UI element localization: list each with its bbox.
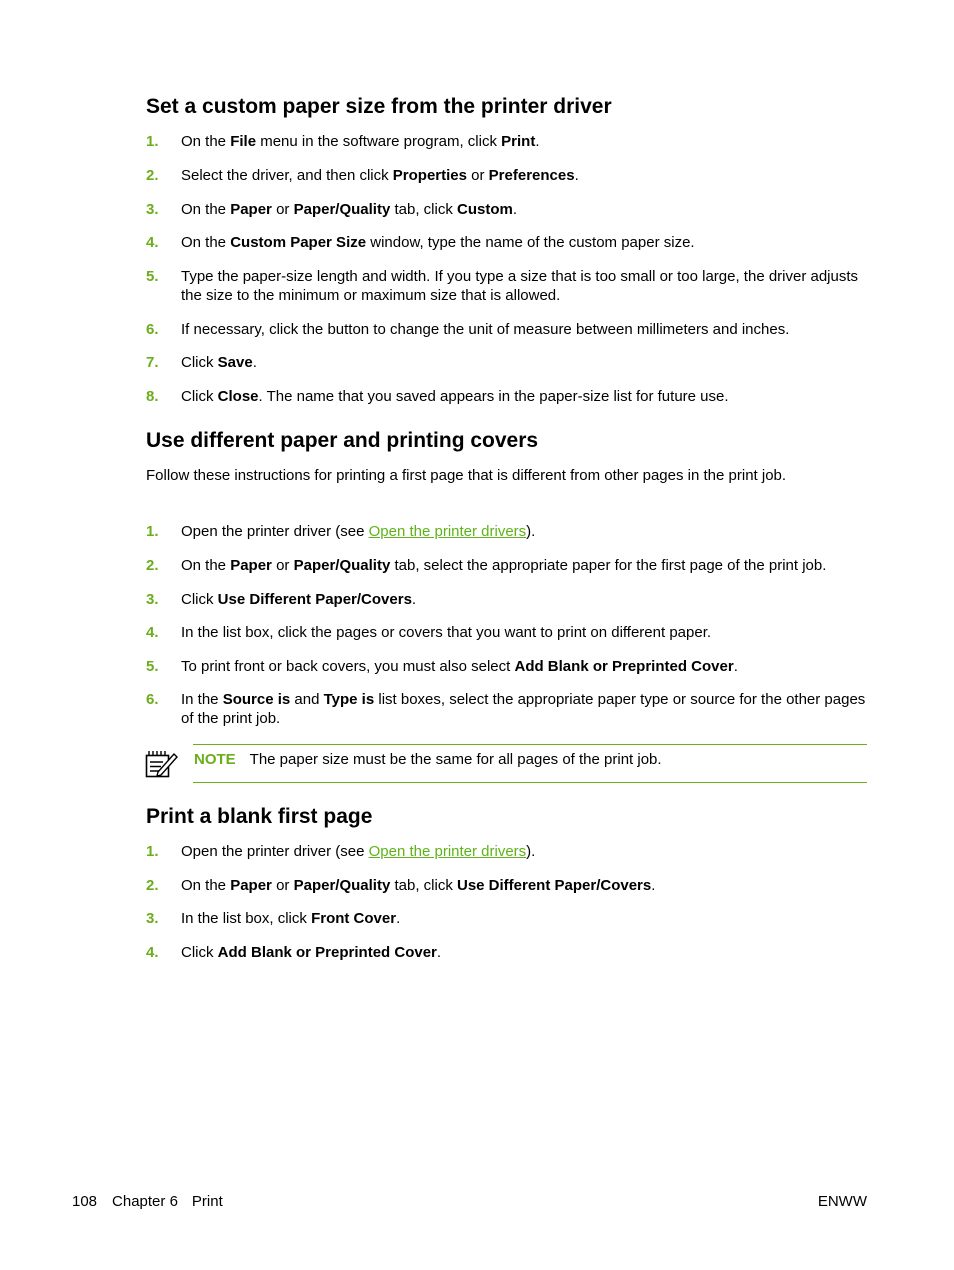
step-text [181,909,868,928]
list-item [146,166,868,185]
step-text-run: tab, click [390,201,457,218]
list-item [146,943,868,962]
step-text-run: ). [526,843,536,860]
step-text-run: . [512,201,517,218]
list-item [146,590,868,609]
step-text [181,943,868,962]
step-text-run: . [535,133,540,150]
step-text [181,876,868,895]
ui-term: Paper/Quality [293,557,391,574]
step-number: 3. [146,910,159,927]
ui-term: Add Blank or Preprinted Cover [217,944,437,961]
chapter-label: Chapter 6 [112,1193,178,1210]
step-text-run: . The name that you saved appears in the paper-size list for future use. [258,388,729,405]
step-text [181,353,868,372]
step-text-run: On the [181,557,231,574]
ui-term: Preferences [488,167,575,184]
step-text-run: Click [181,354,218,371]
step-text-run: Click [181,591,218,608]
step-text [181,657,868,676]
step-text-run: Click [181,388,218,405]
ui-term: Paper [230,557,272,574]
list-item [146,320,868,339]
list-item [146,909,868,928]
step-text [181,387,868,406]
step-text [181,132,868,151]
step-text-run: or [271,201,294,218]
section-title-blank-first-page: Print a blank first page [146,805,373,828]
step-text [181,200,868,219]
step-text-run: . [252,354,257,371]
step-number: 4. [146,624,159,641]
ui-term: Paper [230,877,272,894]
step-text-run: Open the printer driver (see [181,523,369,540]
step-text-run: menu in the software program, click [256,133,502,150]
page-number: 108 [72,1193,98,1210]
step-text-run: On the [181,234,231,251]
step-number: 5. [146,268,159,285]
step-text-run: Open the printer driver (see [181,843,369,860]
ui-term: Save [217,354,253,371]
ui-term: Properties [392,167,467,184]
list-item [146,132,868,151]
open-printer-drivers-link[interactable]: Open the printer drivers [368,843,527,860]
step-text-run: or [271,557,294,574]
ui-term: File [230,133,257,150]
ui-term: Close [217,388,259,405]
step-text-run: On the [181,201,231,218]
step-text-run: . [733,658,738,675]
list-item [146,387,868,406]
list-item [146,657,868,676]
step-text-run: and [290,691,324,708]
list-item [146,522,868,541]
footer-right-text: ENWW [817,1193,867,1210]
ui-term: Paper [230,201,272,218]
section-title-different-paper: Use different paper and printing covers [146,429,539,452]
step-text-run: list boxes, select the appropriate paper type or source for the other pages of the print job. [181,691,866,727]
step-text [181,690,868,728]
ui-term: Custom [456,201,513,218]
step-text-run: window, type the name of the custom paper size. [366,234,695,251]
ui-term: Print [501,133,536,150]
section-title-custom-paper-size: Set a custom paper size from the printer driver [146,95,612,118]
step-text-run: On the [181,133,231,150]
step-number: 6. [146,691,159,708]
step-text-run: . [574,167,579,184]
step-text-run: If necessary, click the button to change the unit of measure between millimeters and inches. [181,321,790,338]
step-text [181,522,868,541]
step-text-run: ). [526,523,536,540]
note-bottom-rule [193,782,867,783]
note-top-rule [193,744,867,745]
step-text [181,233,868,252]
step-number: 7. [146,354,159,371]
ui-term: Front Cover [311,910,397,927]
ui-term: Type is [323,691,375,708]
list-item [146,200,868,219]
step-number: 6. [146,321,159,338]
step-text [181,623,868,642]
step-text-run: . [396,910,401,927]
step-number: 2. [146,167,159,184]
step-text-run: In the list box, click [181,910,312,927]
step-text-run: Type the paper-size length and width. If you type a size that is too small or too large, the driver adjusts the size to the minimum or maximum size that is allowed. [181,268,859,304]
note [194,750,662,769]
step-number: 1. [146,133,159,150]
step-text-run: . [436,944,442,961]
step-number: 4. [146,234,159,251]
step-text-run: . [651,877,656,894]
open-printer-drivers-link[interactable]: Open the printer drivers [368,523,527,540]
step-number: 8. [146,388,159,405]
step-number: 1. [146,523,159,540]
list-item [146,267,868,305]
step-number: 1. [146,843,159,860]
step-text-run: Click [181,944,218,961]
step-text-run: tab, click [390,877,457,894]
step-text [181,556,868,575]
step-number: 2. [146,877,159,894]
list-item [146,842,868,861]
list-item [146,876,868,895]
step-text-run: On the [181,877,231,894]
section-intro: Follow these instructions for printing a first page that is different from other pages in the print job. [146,467,787,484]
list-item [146,690,868,728]
note-label: NOTE [194,751,236,768]
ui-term: Paper/Quality [293,201,391,218]
step-text [181,166,868,185]
step-text-run: or [271,877,294,894]
step-text-run: To print front or back covers, you must also select [181,658,515,675]
list-item [146,353,868,372]
step-text-run: or [466,167,489,184]
chapter-title: Print [191,1193,223,1210]
step-text-run: In the list box, click the pages or covers that you want to print on different paper. [181,624,712,641]
step-number: 2. [146,557,159,574]
step-text-run: tab, select the appropriate paper for the first page of the print job. [390,557,827,574]
ui-term: Use Different Paper/Covers [217,591,412,608]
ui-term: Use Different Paper/Covers [456,877,652,894]
step-number: 3. [146,201,159,218]
list-item [146,233,868,252]
ui-term: Paper/Quality [293,877,391,894]
step-number: 3. [146,591,159,608]
list-item [146,623,868,642]
note-pad-icon [144,747,178,779]
step-text [181,842,868,861]
step-text [181,267,868,305]
ui-term: Source is [222,691,291,708]
ui-term: Add Blank or Preprinted Cover [514,658,734,675]
list-item [146,556,868,575]
step-text-run: . [411,591,417,608]
step-number: 5. [146,658,159,675]
page-footer-left [72,1192,223,1211]
note-text: The paper size must be the same for all pages of the print job. [249,751,662,768]
step-text [181,590,868,609]
ui-term: Custom Paper Size [230,234,367,251]
step-text-run: In the [181,691,223,708]
step-number: 4. [146,944,159,961]
step-text [181,320,868,339]
step-text-run: Select the driver, and then click [181,167,393,184]
